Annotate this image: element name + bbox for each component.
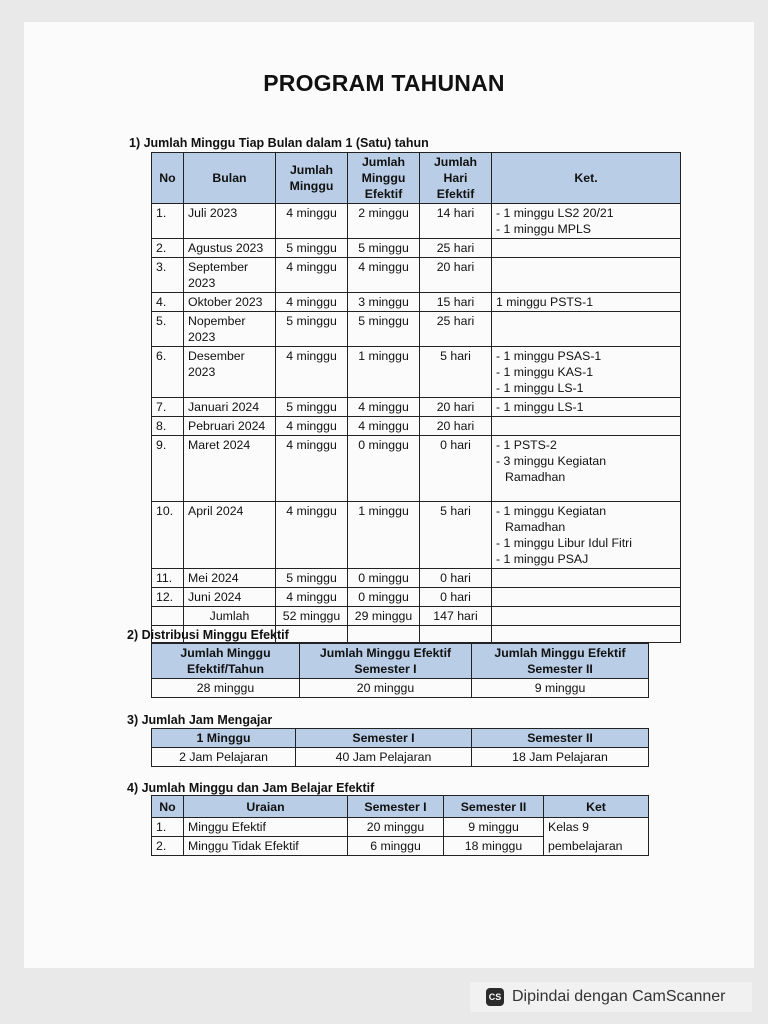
cell-no: 3.	[152, 258, 184, 293]
table-row	[152, 569, 681, 588]
table-row	[152, 347, 681, 398]
sec4-row-sem1: 20 minggu	[348, 818, 444, 837]
cell-efektif: 1 minggu	[348, 502, 420, 569]
section-4-heading: 4) Jumlah Minggu dan Jam Belajar Efektif	[127, 781, 375, 795]
cell-bulan: Agustus 2023	[184, 239, 276, 258]
camscanner-logo-icon: CS	[486, 988, 504, 1006]
table-row	[152, 258, 681, 293]
cell-bulan: Desember 2023	[184, 347, 276, 398]
cell-bulan: Oktober 2023	[184, 293, 276, 312]
sec4-row-ket: Kelas 9	[544, 818, 649, 837]
empty-cell	[492, 626, 681, 643]
cell-minggu: 4 minggu	[276, 417, 348, 436]
ket-line: - 1 minggu Kegiatan	[496, 504, 607, 518]
cell-ket	[492, 436, 681, 502]
cell-efektif: 2 minggu	[348, 204, 420, 239]
cell-minggu: 4 minggu	[276, 347, 348, 398]
hours-value-week: 2 Jam Pelajaran	[152, 748, 296, 767]
sec4-header-no: No	[152, 796, 184, 818]
cell-minggu: 4 minggu	[276, 436, 348, 502]
cell-minggu: 5 minggu	[276, 239, 348, 258]
cell-efektif: 4 minggu	[348, 417, 420, 436]
cell-efektif: 0 minggu	[348, 436, 420, 502]
hours-header-sem1: Semester I	[296, 729, 472, 748]
cell-ket	[492, 347, 681, 398]
empty-cell	[420, 626, 492, 643]
header-jumlah-hari-efektif: Jumlah Hari Efektif	[420, 153, 492, 204]
cell-efektif: 0 minggu	[348, 588, 420, 607]
cell-bulan: Maret 2024	[184, 436, 276, 502]
sec4-header-sem2: Semester II	[444, 796, 544, 818]
cell-efektif: 4 minggu	[348, 258, 420, 293]
cell-hari: 25 hari	[420, 312, 492, 347]
sec4-row-sem2: 18 minggu	[444, 837, 544, 856]
cell-bulan: September 2023	[184, 258, 276, 293]
hours-value-sem1: 40 Jam Pelajaran	[296, 748, 472, 767]
cell-bulan: April 2024	[184, 502, 276, 569]
table-row	[152, 204, 681, 239]
dist-header-sem2: Jumlah Minggu Efektif Semester II	[472, 644, 649, 679]
cell-ket	[492, 417, 681, 436]
hours-header-sem2: Semester II	[472, 729, 649, 748]
cell-hari: 0 hari	[420, 436, 492, 502]
sec4-row-uraian: Minggu Efektif	[184, 818, 348, 837]
cell-bulan: Juli 2023	[184, 204, 276, 239]
cell-ket	[492, 312, 681, 347]
ket-line: Ramadhan	[505, 470, 566, 484]
table-row	[152, 312, 681, 347]
cell-ket	[492, 398, 681, 417]
cell-efektif: 4 minggu	[348, 398, 420, 417]
sec4-header-ket: Ket	[544, 796, 649, 818]
hours-header-week: 1 Minggu	[152, 729, 296, 748]
sec4-row-sem1: 6 minggu	[348, 837, 444, 856]
cell-hari: 0 hari	[420, 569, 492, 588]
section-3-heading: 3) Jumlah Jam Mengajar	[127, 713, 273, 727]
ket-line: - 1 minggu PSAS-1	[496, 349, 602, 363]
cell-no: 6.	[152, 347, 184, 398]
effective-weeks-distribution-table	[151, 643, 649, 698]
header-no: No	[152, 153, 184, 204]
cell-minggu: 4 minggu	[276, 502, 348, 569]
cell-hari: 20 hari	[420, 398, 492, 417]
cell-no: 12.	[152, 588, 184, 607]
header-jumlah-minggu-efektif: Jumlah Minggu Efektif	[348, 153, 420, 204]
cell-hari: 5 hari	[420, 347, 492, 398]
ket-line: - 1 minggu LS-1	[496, 381, 584, 395]
cell-minggu: 4 minggu	[276, 204, 348, 239]
cell-minggu: 5 minggu	[276, 398, 348, 417]
header-bulan: Bulan	[184, 153, 276, 204]
section-2-heading: 2) Distribusi Minggu Efektif	[127, 628, 289, 642]
cell-efektif: 3 minggu	[348, 293, 420, 312]
cell-hari: 20 hari	[420, 417, 492, 436]
dist-value-sem1: 20 minggu	[300, 679, 472, 698]
ket-line: - 1 minggu Libur Idul Fitri	[496, 536, 633, 550]
section-1-heading: 1) Jumlah Minggu Tiap Bulan dalam 1 (Satu) tahun	[129, 136, 429, 150]
cell-hari: 0 hari	[420, 588, 492, 607]
cell-minggu: 4 minggu	[276, 258, 348, 293]
cell-bulan: Januari 2024	[184, 398, 276, 417]
dist-header-year: Jumlah Minggu Efektif/Tahun	[152, 644, 300, 679]
cell-hari: 20 hari	[420, 258, 492, 293]
ket-line: Ramadhan	[505, 520, 566, 534]
ket-line: - 1 minggu MPLS	[496, 222, 592, 236]
cell-efektif: 5 minggu	[348, 239, 420, 258]
cell-efektif: 0 minggu	[348, 569, 420, 588]
cell-efektif: 1 minggu	[348, 347, 420, 398]
ket-line: - 3 minggu Kegiatan	[496, 454, 607, 468]
cell-minggu: 4 minggu	[276, 293, 348, 312]
camscanner-text: Dipindai dengan CamScanner	[512, 988, 726, 1005]
sec4-row-sem2: 9 minggu	[444, 818, 544, 837]
cell-no: 10.	[152, 502, 184, 569]
page-title: PROGRAM TAHUNAN	[263, 70, 505, 96]
cell-hari: 25 hari	[420, 239, 492, 258]
cell-ket	[492, 569, 681, 588]
total-label: Jumlah	[184, 607, 276, 626]
effective-weeks-hours-table	[151, 795, 649, 856]
hours-value-sem2: 18 Jam Pelajaran	[472, 748, 649, 767]
cell-ket	[492, 258, 681, 293]
ket-line: - 1 PSTS-2	[496, 438, 557, 452]
cell-bulan: Mei 2024	[184, 569, 276, 588]
cell-ket	[492, 293, 681, 312]
cell-no: 5.	[152, 312, 184, 347]
total-empty-cell	[492, 607, 681, 626]
cell-minggu: 5 minggu	[276, 312, 348, 347]
total-empty-cell	[152, 607, 184, 626]
cell-no: 4.	[152, 293, 184, 312]
cell-minggu: 5 minggu	[276, 569, 348, 588]
cell-ket	[492, 239, 681, 258]
table-row	[152, 239, 681, 258]
cell-bulan: Juni 2024	[184, 588, 276, 607]
cell-ket	[492, 588, 681, 607]
cell-bulan: Pebruari 2024	[184, 417, 276, 436]
cell-no: 7.	[152, 398, 184, 417]
dist-value-sem2: 9 minggu	[472, 679, 649, 698]
sec4-row-ket: pembelajaran	[544, 837, 649, 856]
cell-no: 1.	[152, 204, 184, 239]
cell-bulan: Nopember 2023	[184, 312, 276, 347]
total-row	[152, 607, 681, 626]
cell-no: 11.	[152, 569, 184, 588]
sec4-row-uraian: Minggu Tidak Efektif	[184, 837, 348, 856]
table-row	[152, 398, 681, 417]
cell-hari: 15 hari	[420, 293, 492, 312]
total-minggu: 52 minggu	[276, 607, 348, 626]
teaching-hours-table	[151, 728, 649, 767]
table-row	[152, 502, 681, 569]
table-row	[152, 588, 681, 607]
ket-line: - 1 minggu PSAJ	[496, 552, 589, 566]
cell-ket	[492, 502, 681, 569]
dist-value-year: 28 minggu	[152, 679, 300, 698]
empty-cell	[348, 626, 420, 643]
ket-line: - 1 minggu LS-1	[496, 400, 584, 414]
ket-line: - 1 minggu LS2 20/21	[496, 206, 614, 220]
sec4-header-sem1: Semester I	[348, 796, 444, 818]
header-jumlah-minggu: Jumlah Minggu	[276, 153, 348, 204]
table-row	[152, 293, 681, 312]
sec4-row-no: 2.	[152, 837, 184, 856]
table-row	[152, 417, 681, 436]
cell-hari: 14 hari	[420, 204, 492, 239]
camscanner-watermark	[470, 982, 752, 1012]
total-efektif: 29 minggu	[348, 607, 420, 626]
header-ket: Ket.	[492, 153, 681, 204]
cell-ket	[492, 204, 681, 239]
monthly-weeks-table	[151, 152, 681, 643]
dist-header-sem1: Jumlah Minggu Efektif Semester I	[300, 644, 472, 679]
sec4-header-uraian: Uraian	[184, 796, 348, 818]
cell-no: 2.	[152, 239, 184, 258]
table-row	[152, 436, 681, 502]
cell-hari: 5 hari	[420, 502, 492, 569]
cell-efektif: 5 minggu	[348, 312, 420, 347]
total-hari: 147 hari	[420, 607, 492, 626]
cell-no: 9.	[152, 436, 184, 502]
cell-no: 8.	[152, 417, 184, 436]
cell-minggu: 4 minggu	[276, 588, 348, 607]
ket-line: - 1 minggu KAS-1	[496, 365, 594, 379]
ket-line: 1 minggu PSTS-1	[496, 295, 594, 309]
sec4-row-no: 1.	[152, 818, 184, 837]
